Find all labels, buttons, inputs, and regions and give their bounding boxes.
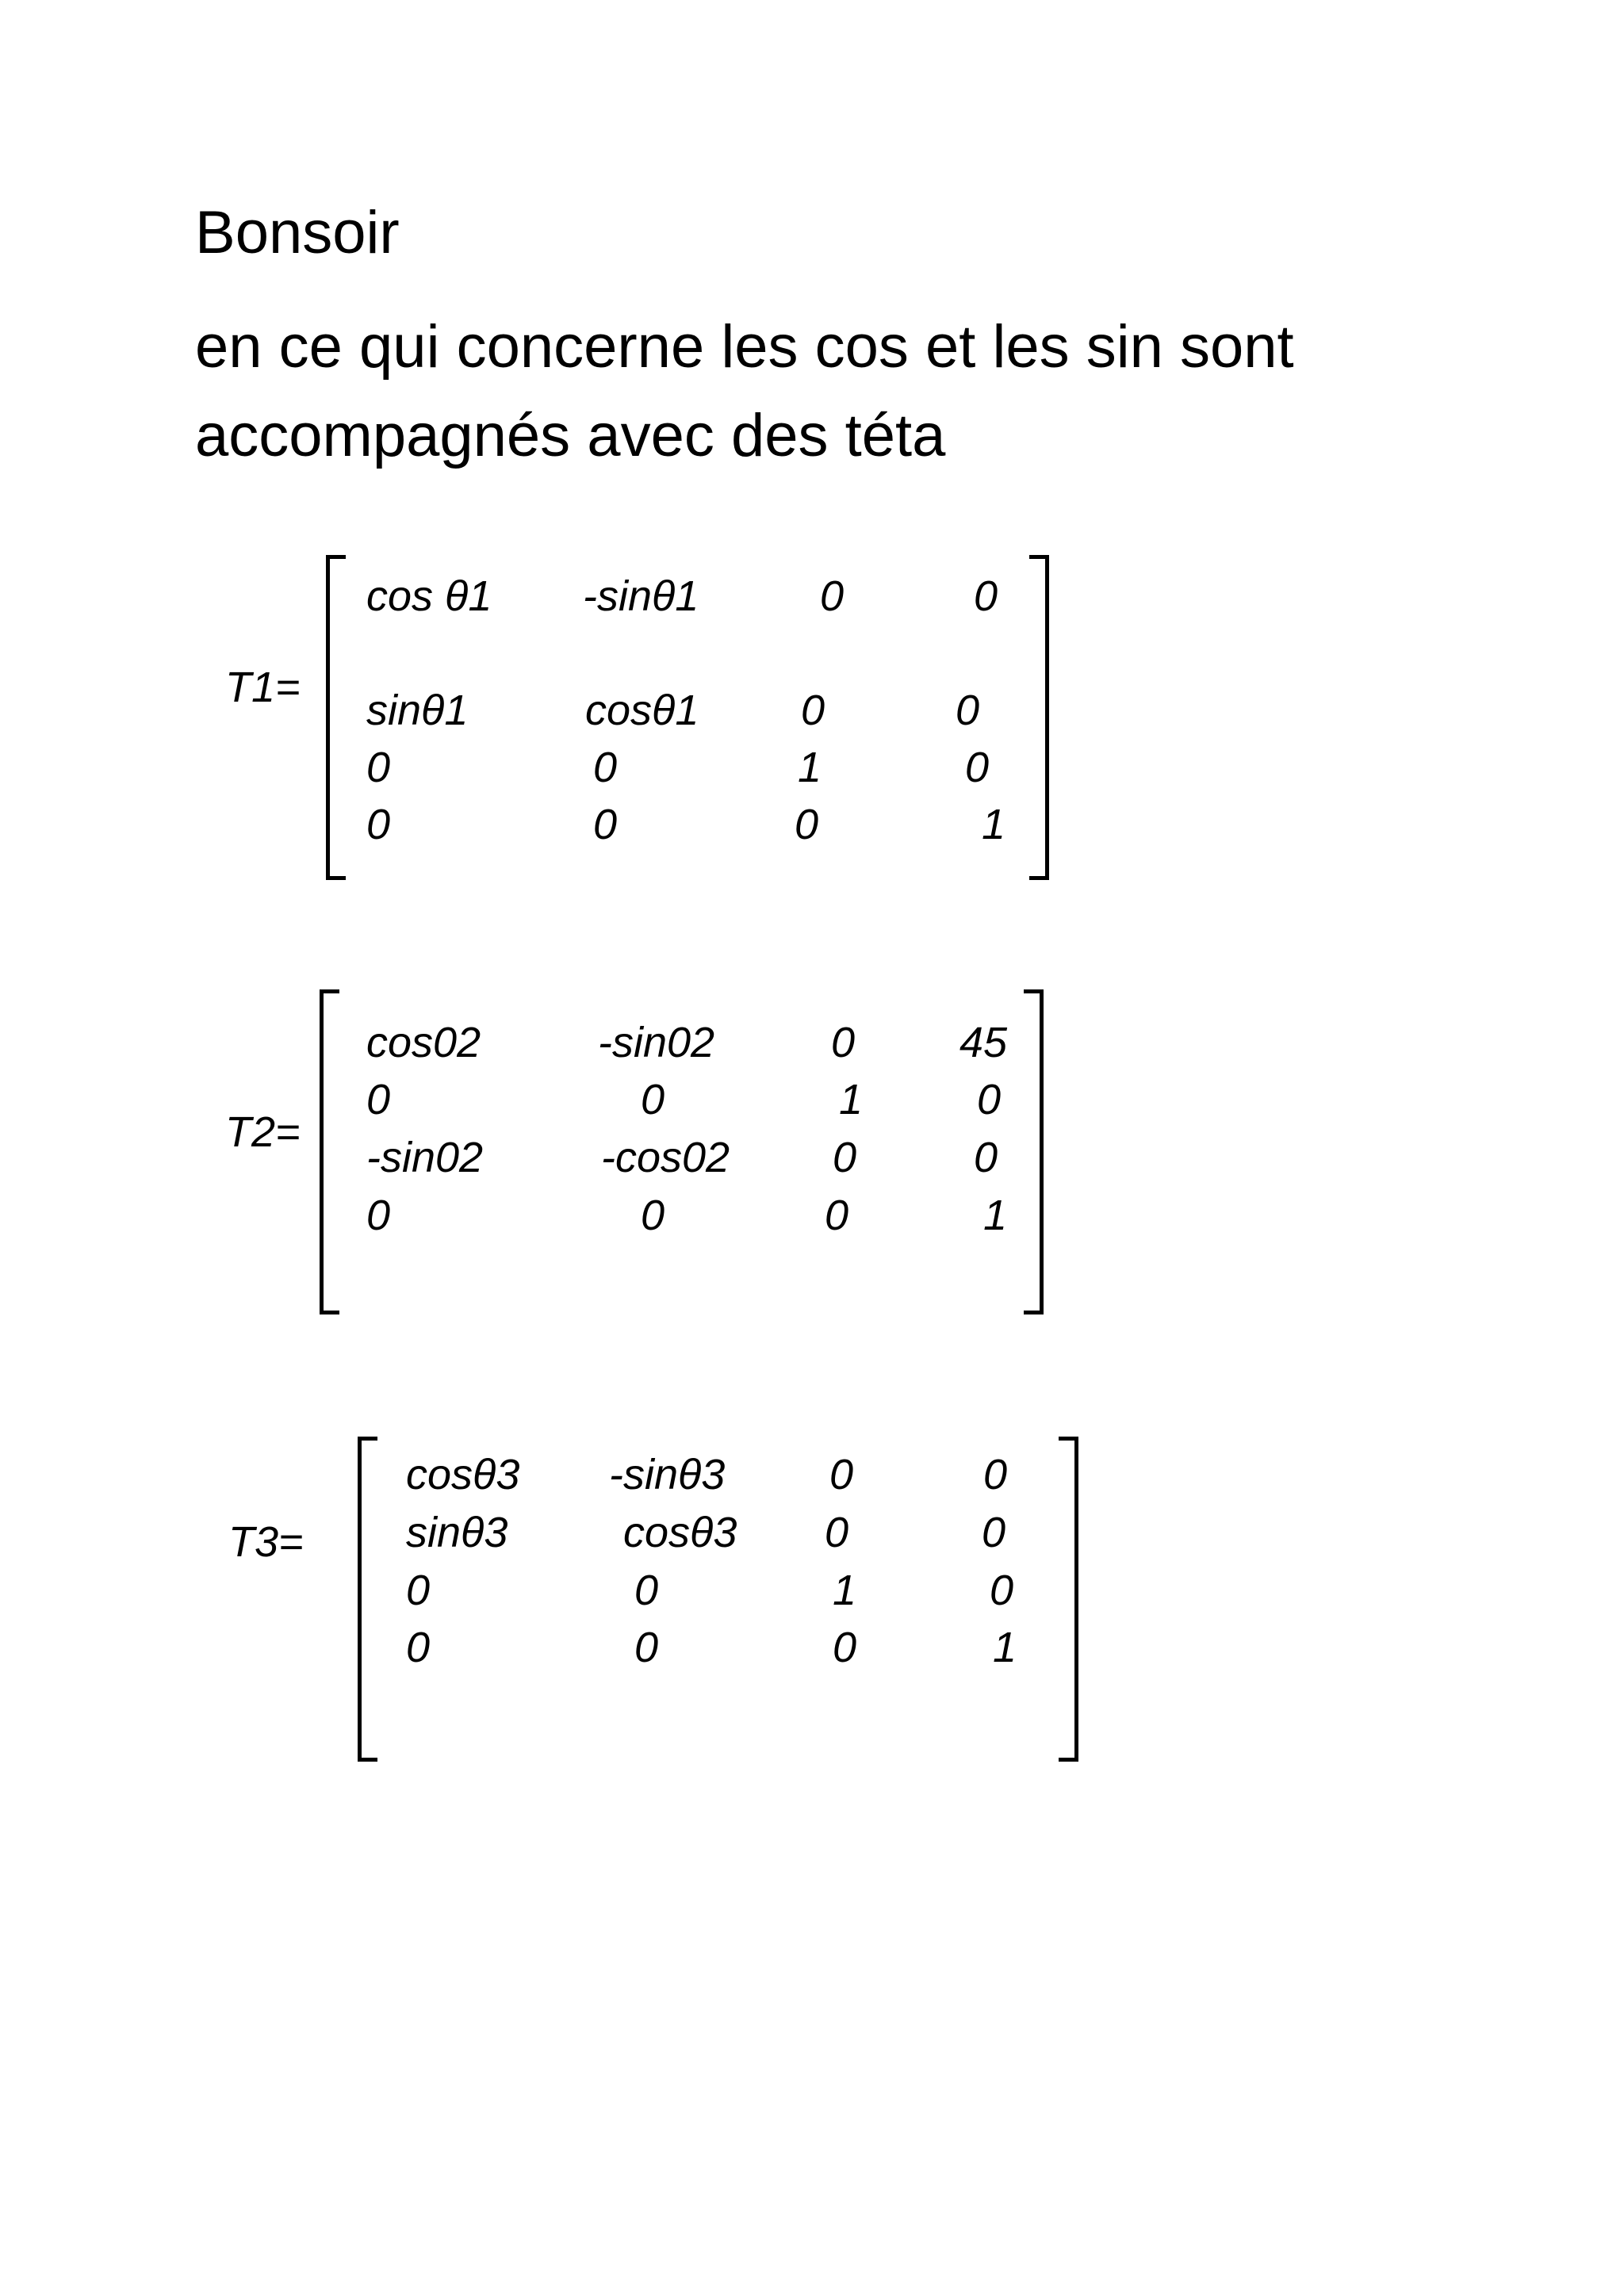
matrix-t1-cell: 1 bbox=[798, 744, 822, 791]
matrix-t2-cell: 1 bbox=[983, 1192, 1008, 1239]
matrix-t2-cell: 0 bbox=[366, 1076, 391, 1123]
matrix-t1-cell: sinθ1 bbox=[366, 687, 469, 734]
matrix-t3-cell: -sinθ3 bbox=[609, 1451, 726, 1498]
matrix-t2-left-bracket bbox=[320, 989, 339, 1314]
matrix-t3-cell: 0 bbox=[982, 1509, 1006, 1556]
matrix-t1-cell: cos θ1 bbox=[366, 572, 492, 620]
matrix-t1-cell: 1 bbox=[982, 801, 1006, 848]
matrix-t2-right-bracket bbox=[1024, 989, 1044, 1314]
matrix-t1-cell: cosθ1 bbox=[585, 687, 699, 734]
matrix-t2-cell: 0 bbox=[366, 1192, 391, 1239]
matrix-t2-cell: 0 bbox=[977, 1076, 1002, 1123]
body-text-line-2: accompagnés avec des téta bbox=[195, 402, 946, 469]
body-text-line-1: en ce qui concerne les cos et les sin sont bbox=[195, 313, 1294, 381]
matrix-t3-cell: 1 bbox=[833, 1567, 857, 1614]
matrix-t3-cell: 0 bbox=[634, 1567, 659, 1614]
matrix-t1-cell: 0 bbox=[366, 744, 391, 791]
matrix-t1-cell: 0 bbox=[795, 801, 819, 848]
matrix-t3-cell: 1 bbox=[993, 1624, 1017, 1671]
matrix-t3-cell: cosθ3 bbox=[406, 1451, 520, 1498]
matrix-t1-cell: -sinθ1 bbox=[583, 572, 699, 620]
matrix-t3-cell: 0 bbox=[825, 1509, 849, 1556]
matrix-t2-label: T2= bbox=[225, 1108, 301, 1156]
matrix-t1-cell: 0 bbox=[366, 801, 391, 848]
matrix-t2-cell: -cos02 bbox=[601, 1134, 730, 1181]
matrix-t2-cell: -sin02 bbox=[598, 1019, 715, 1066]
matrix-t2-cell: 1 bbox=[839, 1076, 864, 1123]
matrix-t2-cell: 0 bbox=[641, 1192, 665, 1239]
matrix-t2-cell: 0 bbox=[825, 1192, 849, 1239]
matrix-t1-cell: 0 bbox=[965, 744, 990, 791]
matrix-t1-right-bracket bbox=[1029, 555, 1049, 880]
matrix-t1-cell: 0 bbox=[820, 572, 845, 620]
matrix-t3-cell: 0 bbox=[829, 1451, 854, 1498]
greeting-text: Bonsoir bbox=[195, 199, 400, 266]
matrix-t1-cell: 0 bbox=[974, 572, 998, 620]
matrix-t1-cell: 0 bbox=[593, 744, 618, 791]
matrix-t3-right-bracket bbox=[1059, 1437, 1078, 1762]
matrix-t1-label: T1= bbox=[225, 664, 301, 711]
matrix-t3-cell: 0 bbox=[983, 1451, 1008, 1498]
matrix-t3-cell: sinθ3 bbox=[406, 1509, 508, 1556]
matrix-t2-cell: 0 bbox=[831, 1019, 856, 1066]
matrix-t3-cell: 0 bbox=[634, 1624, 659, 1671]
matrix-t1-left-bracket bbox=[326, 555, 346, 880]
matrix-t3-cell: 0 bbox=[406, 1624, 431, 1671]
matrix-t3-cell: cosθ3 bbox=[623, 1509, 737, 1556]
matrix-t3-label: T3= bbox=[228, 1518, 304, 1566]
matrix-t1-cell: 0 bbox=[593, 801, 618, 848]
matrix-t1-cell: 0 bbox=[801, 687, 825, 734]
matrix-t3-cell: 0 bbox=[833, 1624, 857, 1671]
matrix-t2-cell: 0 bbox=[974, 1134, 998, 1181]
matrix-t3-cell: 0 bbox=[406, 1567, 431, 1614]
matrix-t3-left-bracket bbox=[358, 1437, 377, 1762]
matrix-t2-cell: cos02 bbox=[366, 1019, 481, 1066]
matrix-t2-cell: 0 bbox=[641, 1076, 665, 1123]
matrix-t1-cell: 0 bbox=[956, 687, 980, 734]
matrix-t2-cell: 45 bbox=[959, 1019, 1008, 1066]
matrix-t2-cell: -sin02 bbox=[366, 1134, 484, 1181]
matrix-t2-cell: 0 bbox=[833, 1134, 857, 1181]
matrix-t3-cell: 0 bbox=[990, 1567, 1014, 1614]
